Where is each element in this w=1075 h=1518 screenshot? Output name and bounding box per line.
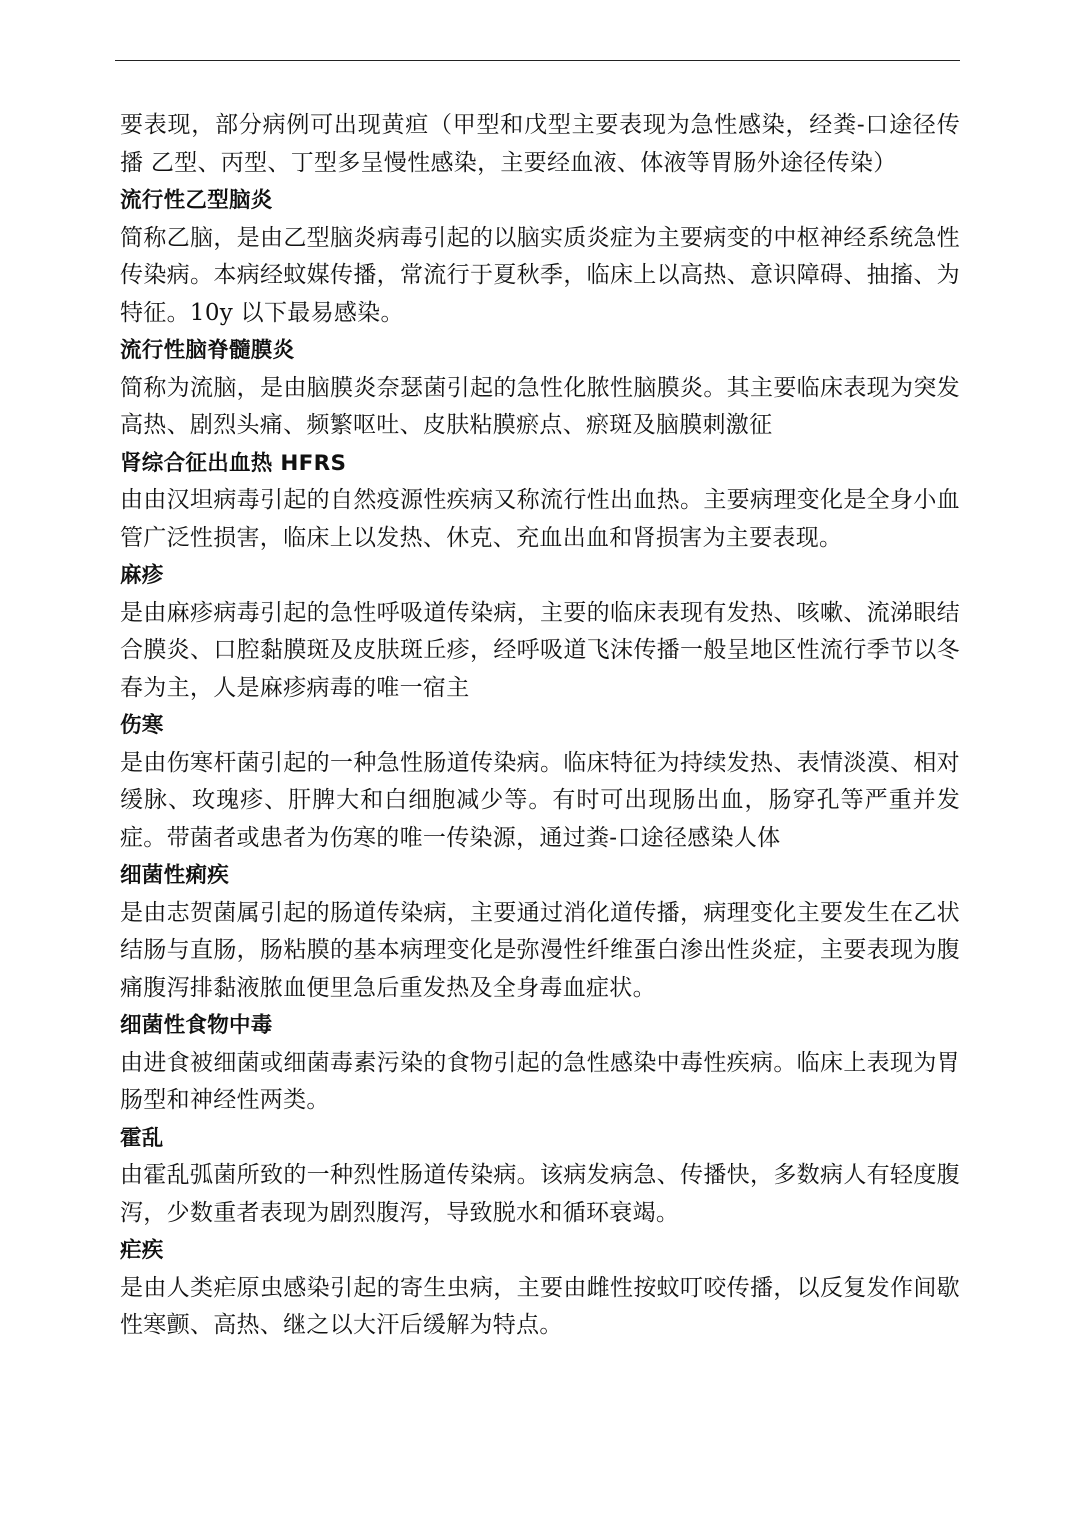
section-body: 是由人类疟原虫感染引起的寄生虫病，主要由雌性按蚊叮咬传播，以反复发作间歇性寒颤、高热、继之以大汗后缓解为特点。 [120, 1274, 960, 1338]
section-body: 简称为流脑，是由脑膜炎奈瑟菌引起的急性化脓性脑膜炎。其主要临床表现为突发高热、剧烈头痛、频繁呕吐、皮肤粘膜瘀点、瘀斑及脑膜刺激征 [120, 374, 960, 438]
section-title: 麻疹 [120, 563, 164, 588]
section-title: 霍乱 [120, 1125, 164, 1151]
section-title: 伤寒 [120, 713, 164, 738]
section-body: 由由汉坦病毒引起的自然疫源性疾病又称流行性出血热。主要病理变化是全身小血管广泛性损害，临床上以发热、休克、充血出血和肾损害为主要表现。 [120, 487, 960, 551]
section [120, 1120, 960, 1233]
section-body: 由进食被细菌或细菌毒素污染的食物引起的急性感染中毒性疾病。临床上表现为胃肠型和神经性两类。 [120, 1049, 960, 1113]
section [120, 857, 960, 1007]
header-rule [115, 60, 960, 61]
section-title: 流行性乙型脑炎 [120, 188, 273, 213]
section-title: 肾综合征出血热 HFRS [120, 450, 347, 476]
section [120, 182, 960, 332]
section-body: 简称乙脑，是由乙型脑炎病毒引起的以脑实质炎症为主要病变的中枢神经系统急性传染病。本病经蚊媒传播，常流行于夏秋季，临床上以高热、意识障碍、抽搐、为特征。10y 以下最易感染。 [120, 224, 960, 326]
section-body: 是由伤寒杆菌引起的一种急性肠道传染病。临床特征为持续发热、表情淡漠、相对缓脉、玫瑰疹、肝脾大和白细胞减少等。有时可出现肠出血，肠穿孔等严重并发症。带菌者或患者为伤寒的唯一传染源，通过粪-口途径感染人体 [120, 749, 960, 851]
section-body: 是由麻疹病毒引起的急性呼吸道传染病，主要的临床表现有发热、咳嗽、流涕眼结合膜炎、口腔黏膜斑及皮肤斑丘疹，经呼吸道飞沫传播一般呈地区性流行季节以冬春为主，人是麻疹病毒的唯一宿主 [120, 599, 960, 701]
section [120, 332, 960, 445]
section-body: 是由志贺菌属引起的肠道传染病，主要通过消化道传播，病理变化主要发生在乙状结肠与直肠，肠粘膜的基本病理变化是弥漫性纤维蛋白渗出性炎症，主要表现为腹痛腹泻排黏液脓血便里急后重发热及全身毒血症状。 [120, 899, 960, 1001]
section [120, 707, 960, 857]
section-body: 由霍乱弧菌所致的一种烈性肠道传染病。该病发病急、传播快，多数病人有轻度腹泻，少数重者表现为剧烈腹泻，导致脱水和循环衰竭。 [120, 1162, 960, 1226]
section-title: 流行性脑脊髓膜炎 [120, 338, 295, 363]
document-body [120, 107, 960, 1345]
intro-paragraph: 要表现，部分病例可出现黄疸（甲型和戊型主要表现为急性感染，经粪-口途径传播 乙型、丙型、丁型多呈慢性感染，主要经血液、体液等胃肠外途径传染） [120, 112, 960, 176]
section [120, 445, 960, 558]
section [120, 557, 960, 707]
section-title: 疟疾 [120, 1238, 164, 1263]
section [120, 1007, 960, 1120]
section [120, 1232, 960, 1345]
section-title: 细菌性痢疾 [120, 863, 230, 888]
section-title: 细菌性食物中毒 [120, 1013, 273, 1038]
